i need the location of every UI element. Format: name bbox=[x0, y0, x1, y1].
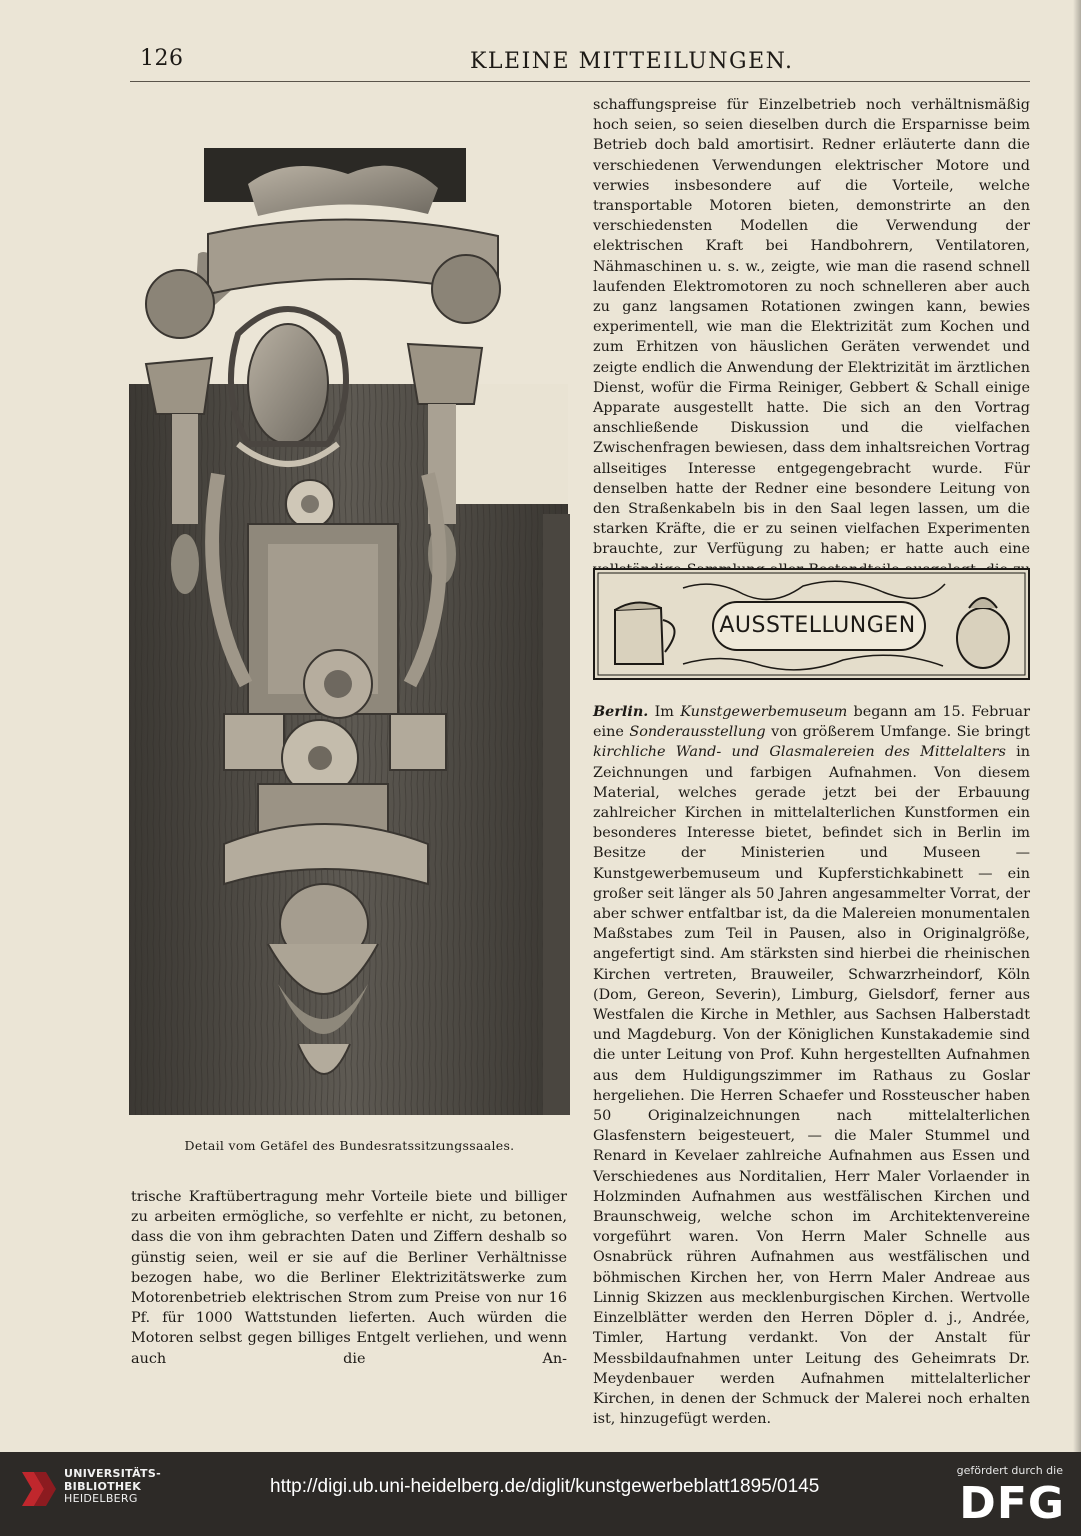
exhibition-topic: kirchliche Wand- und Glasmalereien des Mittelalters bbox=[593, 744, 1006, 761]
header-rule bbox=[130, 81, 1030, 82]
university-library-name: UNIVERSITÄTS- BIBLIOTHEK HEIDELBERG bbox=[64, 1467, 161, 1505]
text-run: begann am 15. Februar eine bbox=[593, 704, 1031, 741]
lead-place: Berlin. bbox=[593, 703, 649, 720]
right-column-text: schaffungspreise für Einzelbetrieb noch verhältnismäßig hoch seien, so seien dieselben durch die Ersparnisse beim Betrieb doch bald amortisirt. Redner erläuterte dann die verschiedenen Verwendungen elektrischer Motore und verwies insbesondere auf die Vorteile, welche transportable Motoren bieten, demonstrirte an den verschiedensten Modellen die Verwendung der elektrischen Kraft bei Handbohrern, Ventilatoren, Nähmaschinen u. s. w., zeigte, wie man die rasend schnell laufenden Elektromotoren zu noch schnelleren aber auch zu ganz langsamen Rotationen zwingen kann, bewies experimentell, wie man die Elektrizität zum Kochen und zum Erhitzen von häuslichen Geräten verwendet und zeigte endlich die Anwendung der Elektrizität im ärztlichen Dienst, wofür die Firma Reiniger, Gebbert & Schall einige Apparate ausgestellt hatte. Die sich an den Vortrag anschließende Diskussion und die vielfachen Zwischenfragen bewiesen, dass dem inhaltsreichen Vortrag allseitiges Interesse entgegengebracht wurde. Für denselben hatte der Redner eine besondere Leitung von den Straßenkabeln bis in den Saal legen lassen, um die starken Kräfte, die er zu seinen vielfachen Experimenten brauchte, zur Verfügung zu haben; er hatte auch eine bbox=[593, 97, 1030, 558]
viewer-footer bbox=[0, 1452, 1081, 1536]
funding-note: gefördert durch die bbox=[956, 1464, 1063, 1477]
document-url[interactable]: http://digi.ub.uni-heidelberg.de/diglit/kunstgewerbeblatt1895/0145 bbox=[270, 1476, 820, 1497]
university-library-logo-icon bbox=[20, 1468, 56, 1510]
section-banner-label: AUSSTELLUNGEN bbox=[719, 612, 916, 638]
figure-caption: Detail vom Getäfel des Bundesratssitzungssaales. bbox=[184, 1138, 515, 1153]
dfg-logo: DFG bbox=[959, 1478, 1065, 1529]
carved-panel-illustration bbox=[128, 144, 571, 1116]
text-run: Im bbox=[648, 704, 681, 720]
running-title: KLEINE MITTEILUNGEN. bbox=[470, 49, 794, 74]
exhibitions-text bbox=[593, 702, 1030, 1429]
page-number: 126 bbox=[140, 46, 184, 71]
text-run: in Zeichnungen und farbigen Aufnahmen. Von diesem Material, welches gerade jetzt bei der Erbauung zahlreicher Kirchen in mittelalterlichen Kunstformen ein besonderes Interesse bietet, befindet sich in Berlin im Besitze der Ministerien und Museen — Kunstgewerbemuseum und Kupferstichkabinett — ein großer seit länger als 50 Jahren angesammelter Vorrat, der aber schwer entfaltbar ist, da die Malereien monumentalen Maßstabes zum Teil in Pausen, also in Originalgröße, angefertigt sind. Am stärksten sind hierbei die rheinischen Kirchen vertreten, Brauweiler, Schwarzrheindorf, Köln (Dom, Gereon, Severin), Limburg, Gielsdorf, ferner aus Westfalen die Kirche in Methler, aus Sachsen Halberstadt und Magdeburg. Von der Königlichen Kunstakademie sind die unter Leitung von Prof. Kuhn hergestellten Aufnahmen aus dem Huldigungszimmer im Rathaus zu Goslar hergeliehen. Die Herren Schaefer und Rossteuscher haben 50 Originalzeichnungen nach mittelalterlichen Glasfenstern beigesteuert, — die Maler Stummel und Renard in Kevelaer zahlreiche Aufnahmen aus Essen und Verschiedenes aus Norditalien, Herr Maler Vorlaender in Holzminden Aufnahmen aus westfälischen Kirchen und Braunschweig, welche schon im Architektenvereine vorgeführt waren. Von Herrn Maler Schnelle aus Osnabrück rühren Aufnahmen aus westfälischen und böhmischen Kirchen her, von Herrn Maler Andreae aus Linnig Skizzen aus mecklenburgischen Kirchen. Wertvolle Einzelblätter werden den Herren Döpler d. j., Andrée, Timler, Hartung verdankt. Von der Anstalt für Messbildaufnahmen unter Leitung des Geheimrats Dr. Meydenbauer werden Aufnahmen mittelalterlicher Kirchen, in denen der Schmuck der Malerei noch erhalten ist, hinzugefügt werden. bbox=[593, 744, 1031, 1428]
special-exhibition: Sonderausstellung bbox=[629, 724, 766, 741]
museum-name: Kunstgewerbemuseum bbox=[680, 704, 848, 720]
text-run: von größerem Umfange. Sie bringt bbox=[765, 724, 1030, 741]
left-column-text: trische Kraftübertragung mehr Vorteile biete und billiger zu arbeiten ermögliche, so verfehlte er nicht, zu betonen, dass die von ihm gebrachten Daten und Ziffern deshalb so günstig seien, weil er sie auf die Berliner Verhältnisse bezogen habe, wo die Berliner Elektrizitätswerke zum Motorenbetrieb elektrischen Strom zum Preise von nur 16 Pf. für 1000 Wattstunden lieferten. Auch würden die Motoren selbst gegen billiges Entgelt verliehen, und wenn auch die An- bbox=[131, 1189, 567, 1367]
